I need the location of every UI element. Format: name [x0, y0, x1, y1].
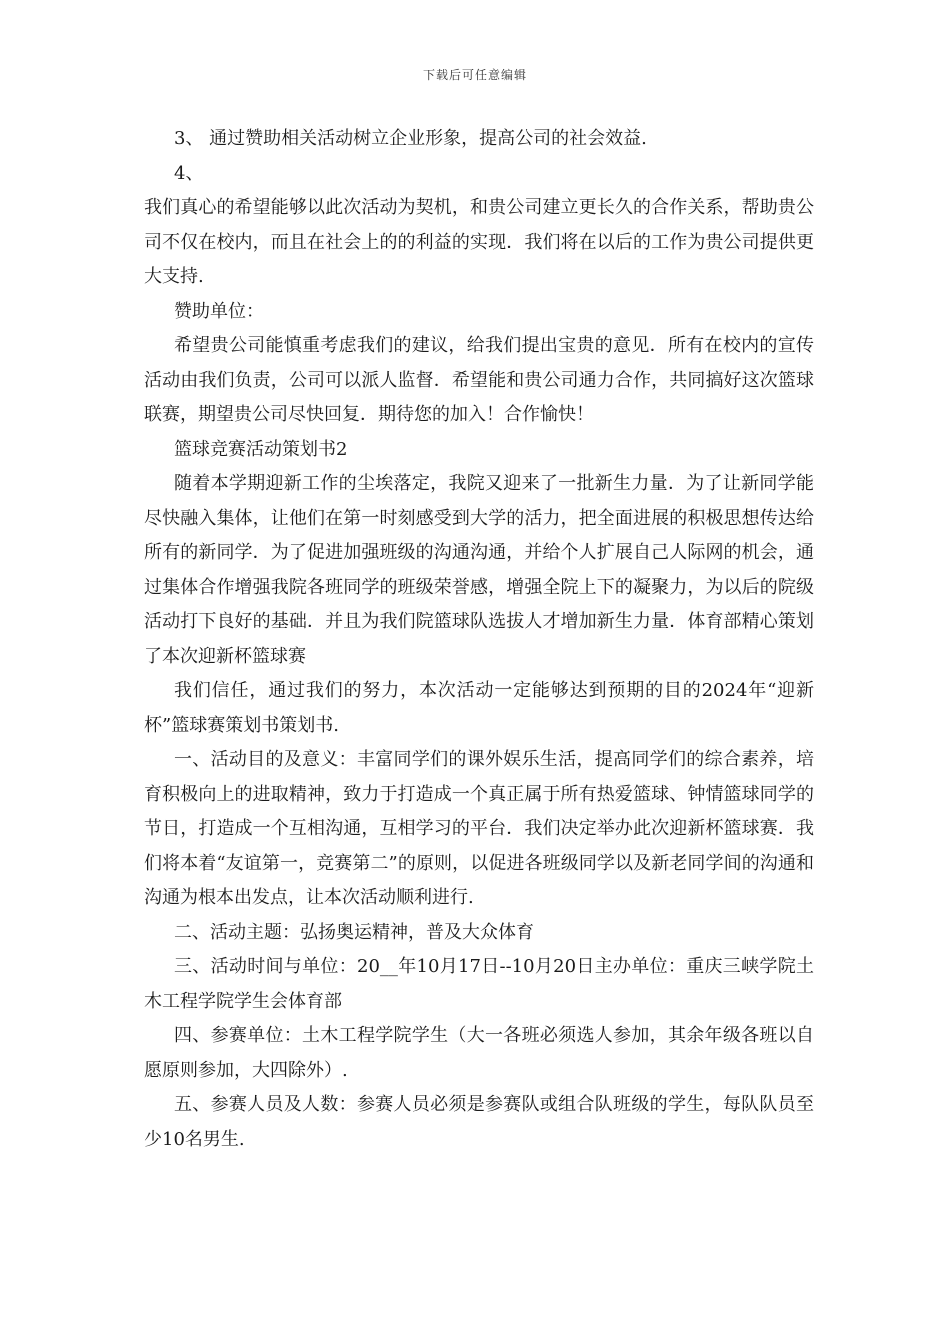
paragraph-goal-4: 4、	[174, 162, 204, 184]
paragraph-sponsor-request: 希望贵公司能慎重考虑我们的建议，给我们提出宝贵的意见．所有在校内的宣传活动由我们负责，公司可以派人监督．希望能和贵公司通力合作，共同搞好这次篮球联赛，期望贵公司尽快回复．期待您的加入！合作愉快！	[144, 335, 814, 425]
paragraph-theme: 二、活动主题：弘扬奥运精神，普及大众体育	[174, 921, 534, 943]
paragraph-belief: 我们信任，通过我们的努力，本次活动一定能够达到预期的目的2024年“迎新杯”篮球赛策划书策划书.	[144, 680, 814, 736]
document-body	[144, 122, 814, 1157]
paragraph-background: 随着本学期迎新工作的尘埃落定，我院又迎来了一批新生力量．为了让新同学能尽快融入集体，让他们在第一时刻感受到大学的活力，把全面进展的积极思想传达给所有的新同学．为了促进加强班级的沟通沟通，并给个人扩展自己人际网的机会，通过集体合作增强我院各班同学的班级荣誉感，增强全院上下的凝聚力，为以后的院级活动打下良好的基础．并且为我们院篮球队选拔人才增加新生力量．体育部精心策划了本次迎新杯篮球赛	[144, 473, 814, 667]
paragraph-cooperation-hope: 我们真心的希望能够以此次活动为契机，和贵公司建立更长久的合作关系，帮助贵公司不仅在校内，而且在社会上的的利益的实现．我们将在以后的工作为贵公司提供更大支持.	[144, 197, 814, 287]
paragraph-purpose: 一、活动目的及意义：丰富同学们的课外娱乐生活，提高同学们的综合素养，培育积极向上的进取精神，致力于打造成一个真正属于所有热爱篮球、钟情篮球同学的节日，打造成一个互相沟通，互相学习的平台．我们决定举办此次迎新杯篮球赛．我们将本着“友谊第一，竞赛第二”的原则，以促进各班级同学以及新老同学间的沟通和沟通为根本出发点，让本次活动顺利进行.	[144, 749, 814, 908]
paragraph-participants: 四、参赛单位：土木工程学院学生（大一各班必须选人参加，其余年级各班以自愿原则参加，大四除外）.	[144, 1025, 814, 1081]
paragraph-team-size: 五、参赛人员及人数：参赛人员必须是参赛队或组合队班级的学生，每队队员至少10名男生.	[144, 1094, 814, 1150]
paragraph-time-organizer: 三、活动时间与单位：20__年10月17日--10月20日主办单位：重庆三峡学院土木工程学院学生会体育部	[144, 956, 814, 1012]
paragraph-sponsor-label: 赞助单位：	[174, 300, 264, 322]
section-title-plan-2: 篮球竞赛活动策划书2	[174, 438, 348, 460]
paragraph-goal-3: 3、 通过赞助相关活动树立企业形象，提高公司的社会效益.	[174, 128, 647, 149]
page-header-note: 下载后可任意编辑	[422, 68, 527, 82]
